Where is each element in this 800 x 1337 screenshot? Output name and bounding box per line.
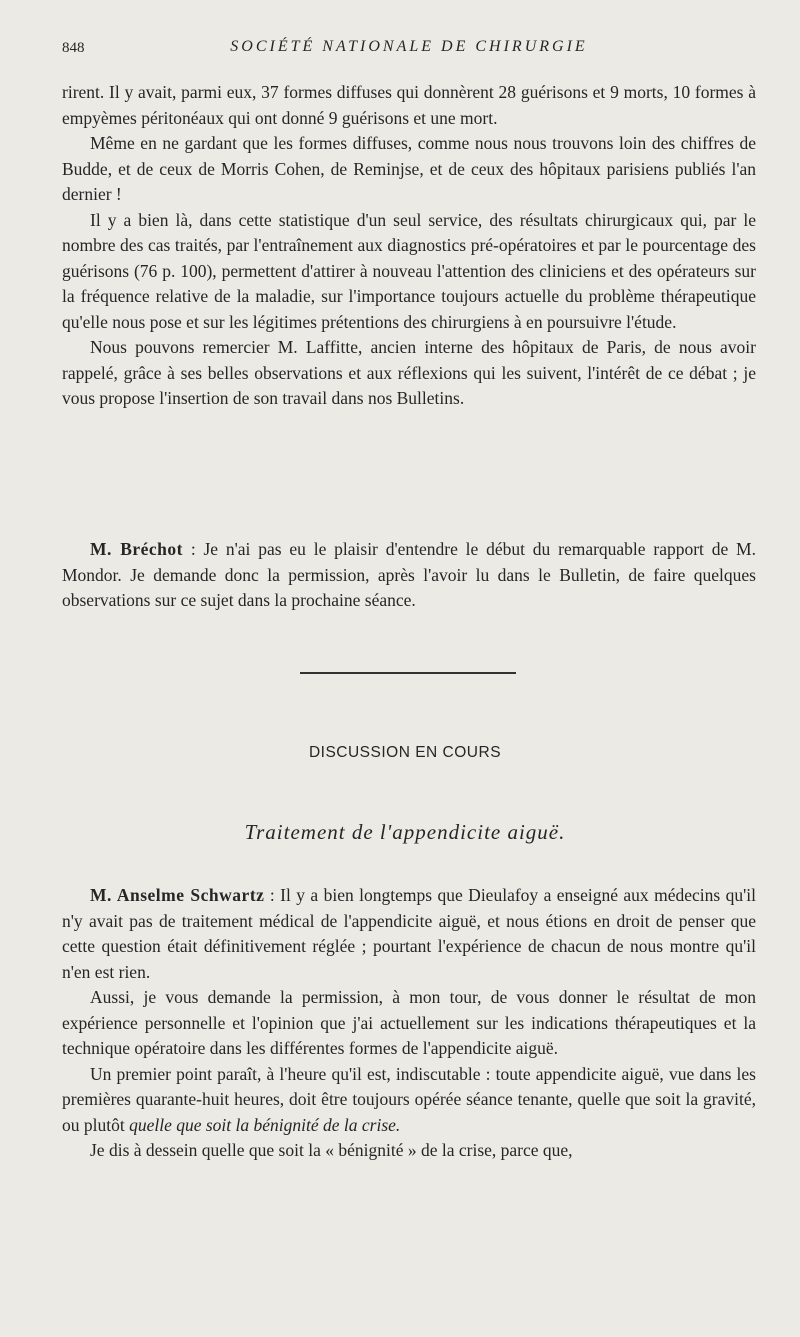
paragraph <box>62 883 756 985</box>
report-conclusion <box>62 80 756 412</box>
italic-emphasis: quelle que soit la bénignité de la crise. <box>129 1114 401 1135</box>
paragraph: Nous pouvons remercier M. Laffitte, ancien interne des hôpitaux de Paris, de nous avoir rappelé, grâce à ses belles observations et aux réflexions qui les suivent, l'intérêt de ce débat ; je vous propose l'insertion de son travail dans nos Bulletins. <box>62 337 756 408</box>
brechot-remark <box>62 537 756 614</box>
running-header <box>62 38 756 62</box>
section-divider <box>300 672 516 674</box>
remark-text: : Je n'ai pas eu le plaisir d'entendre le début du remarquable rapport de M. Mondor. Je demande donc la permission, après l'avoir lu dans le Bulletin, de faire quelques observations sur ce sujet dans la prochaine séance. <box>62 539 756 610</box>
journal-title: SOCIÉTÉ NATIONALE DE CHIRURGIE <box>230 38 588 55</box>
paragraph-text: Un premier point paraît, à l'heure qu'il est, indiscutable : toute appendicite aiguë, vue dans les premières quarante-huit heures, doit être toujours opérée séance tenante, quelle que soit la gravité, ou plutôt <box>62 1063 756 1135</box>
paragraph: Il y a bien là, dans cette statistique d'un seul service, des résultats chirurgicaux qui, par le nombre des cas traités, par l'entraînement aux diagnostics pré-opératoires et par le pourcentage des guérisons (76 p. 100), permettent d'attirer à nouveau l'attention des cliniciens et des opérateurs sur la fréquence relative de la maladie, sur l'importance toujours actuelle du problème thérapeutique qu'elle nous pose et sur les légitimes prétentions des chirurgiens à en poursuivre l'étude. <box>62 209 756 332</box>
paragraph: Même en ne gardant que les formes diffuses, comme nous nous trouvons loin des chiffres de Budde, et de ceux de Morris Cohen, de Reminjse, et de ceux des hôpitaux parisiens publiés l'an dernier ! <box>62 133 756 204</box>
discussion-subject-title: Traitement de l'appendicite aiguë. <box>244 820 566 844</box>
paragraph <box>62 1062 756 1139</box>
speaker-name: M. Anselme Schwartz <box>90 885 265 905</box>
paragraph: rirent. Il y avait, parmi eux, 37 formes diffuses qui donnèrent 28 guérisons et 9 morts, 10 formes à empyèmes péritonéaux qui ont donné 9 guérisons et une mort. <box>62 82 756 128</box>
paragraph: Aussi, je vous demande la permission, à mon tour, de vous donner le résultat de mon expérience personnelle et l'opinion que j'ai actuellement sur les indications thérapeutiques et la technique opératoire dans les différentes formes de l'appendicite aiguë. <box>62 987 756 1058</box>
speaker-name: M. Bréchot <box>90 539 183 559</box>
paragraph: Je dis à dessein quelle que soit la « bénignité » de la crise, parce que, <box>90 1140 573 1160</box>
page-number: 848 <box>62 40 85 56</box>
paragraph <box>62 537 756 614</box>
schwartz-discussion <box>62 883 756 1164</box>
section-heading: DISCUSSION EN COURS <box>308 744 502 761</box>
paragraph-text: : Il y a bien longtemps que Dieulafoy a enseigné aux médecins qu'il n'y avait pas de traitement médical de l'appendicite aiguë, et nous étions en droit de penser que cette question était définitivement réglée ; pourtant l'expérience de chacun de nous montre qu'il n'en est rien. <box>62 885 756 982</box>
